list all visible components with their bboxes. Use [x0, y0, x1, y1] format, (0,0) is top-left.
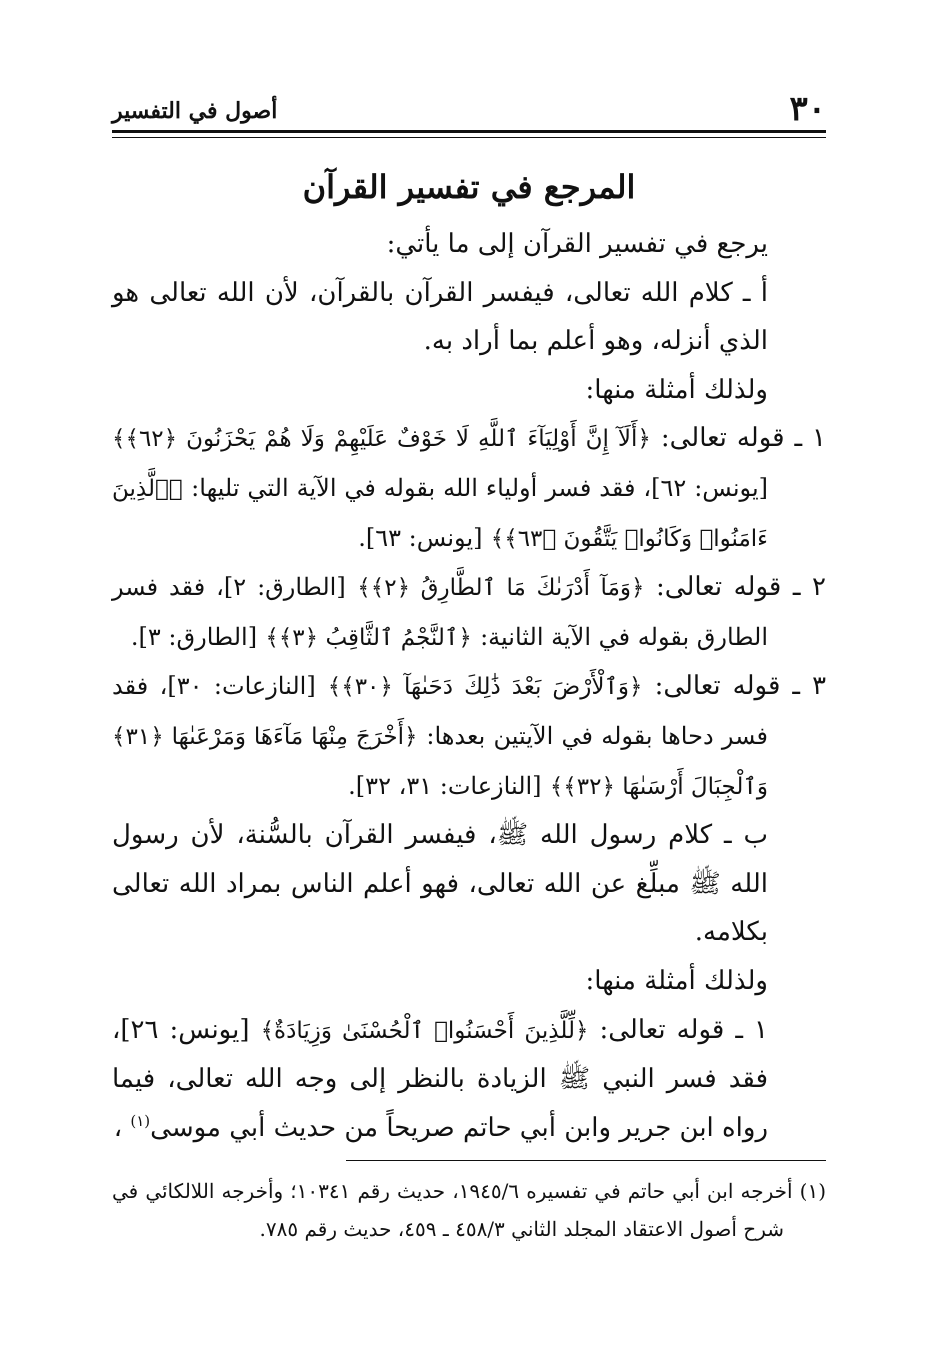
verse-reference: [النازعات: ٣١، ٣٢].: [348, 771, 542, 800]
footnote-marker: (١): [799, 1179, 827, 1203]
quran-verse: ﴿ٱلَّذِينَ ءَامَنُوا۟ وَكَانُوا۟ يَتَّقُونَ ﴿٦٣﴾﴾: [112, 475, 768, 552]
intro-paragraph: يرجع في تفسير القرآن إلى ما يأتي:: [386, 229, 768, 259]
example-1-intro: ١ ـ قوله تعالى:: [660, 423, 826, 454]
example-3-text: [النازعات: ٣٠]، فقد فسر دحاها بقوله في الآيتين بعدها:: [112, 672, 768, 750]
example-2: [112, 563, 826, 662]
examples-lead-b: ولذلك أمثلة منها:: [585, 965, 768, 996]
running-title: أصول في التفسير: [112, 98, 278, 124]
example-1: [112, 414, 826, 563]
section-a-paragraph: أ ـ كلام الله تعالى، فيفسر القرآن بالقرآن، لأن الله تعالى هو الذي أنزله، وهو أعلم بما أراد به.: [112, 277, 768, 357]
footnote-1: [112, 1172, 826, 1248]
quran-verse: ﴿أَلَآ إِنَّ أَوْلِيَآءَ ٱللَّهِ لَا خَوْفٌ عَلَيْهِمْ وَلَا هُمْ يَحْزَنُونَ ﴿٦٢﴾﴾: [112, 426, 651, 453]
footnote-text: أخرجه ابن أبي حاتم في تفسيره ١٩٤٥/٦، حديث رقم ١٠٣٤١؛ وأخرجه اللالكائي في شرح أصول الاعتقاد المجلد الثاني ٤٥٨/٣ ـ ٤٥٩، حديث رقم ٧٨٥.: [112, 1179, 793, 1241]
verse-reference: [الطارق: ٣].: [130, 622, 258, 651]
example-3-intro: ٣ ـ قوله تعالى:: [654, 671, 827, 702]
quran-verse: ﴿وَٱلْأَرْضَ بَعْدَ ذَٰلِكَ دَحَىٰهَآ ﴿٣٠﴾﴾: [327, 674, 643, 701]
example-1-text: [يونس: ٦٢]، فقد فسر أولياء الله بقوله في الآية التي تليها:: [191, 473, 768, 502]
page-header: [112, 86, 826, 129]
example-3: [112, 662, 826, 811]
example-b1-intro: ١ ـ قوله تعالى:: [599, 1014, 769, 1045]
example-b1-text: [يونس: ٢٦]، فقد فسر النبي ﷺ الزيادة بالنظر إلى وجه الله تعالى، فيما رواه ابن جرير وابن أبي حاتم صريحاً من حديث أبي موسى: [112, 1014, 768, 1143]
section-b-paragraph: ب ـ كلام رسول الله ﷺ، فيفسر القرآن بالسُّنة، لأن رسول الله ﷺ مبلِّغ عن الله تعالى، فهو أعلم الناس بمراد الله تعالى بكلامه.: [112, 820, 768, 948]
quran-verse: ﴿أَخْرَجَ مِنْهَا مَآءَهَا وَمَرْعَىٰهَا ﴿٣١﴾ وَٱلْجِبَالَ أَرْسَىٰهَا ﴿٣٢﴾﴾: [112, 723, 768, 800]
page-number: ٣٠: [789, 89, 826, 129]
header-rule-thin: [112, 137, 826, 138]
verse-reference: [يونس: ٦٣].: [358, 523, 483, 552]
quran-verse: ﴿ٱلنَّجْمُ ٱلثَّاقِبُ ﴿٣﴾﴾: [265, 624, 472, 651]
body-text: [112, 220, 826, 1152]
footnote-reference[interactable]: (١): [130, 1111, 151, 1130]
examples-lead-a: ولذلك أمثلة منها:: [585, 374, 768, 405]
chapter-title: المرجع في تفسير القرآن: [302, 168, 636, 206]
quran-verse: ﴿وَمَآ أَدْرَىٰكَ مَا ٱلطَّارِقُ ﴿٢﴾﴾: [357, 575, 645, 602]
example-b1-end: ،: [113, 1112, 123, 1143]
example-2-text: [الطارق: ٢]، فقد فسر الطارق بقوله في الآية الثانية:: [112, 573, 768, 651]
quran-verse: ﴿لِّلَّذِينَ أَحْسَنُوا۟ ٱلْحُسْنَىٰ وَزِيَادَةٌ﴾: [260, 1017, 589, 1044]
example-2-intro: ٢ ـ قوله تعالى:: [656, 572, 827, 603]
example-b1: [112, 1006, 826, 1153]
header-rule-thick: [112, 130, 826, 133]
footnote-separator: [346, 1160, 826, 1161]
